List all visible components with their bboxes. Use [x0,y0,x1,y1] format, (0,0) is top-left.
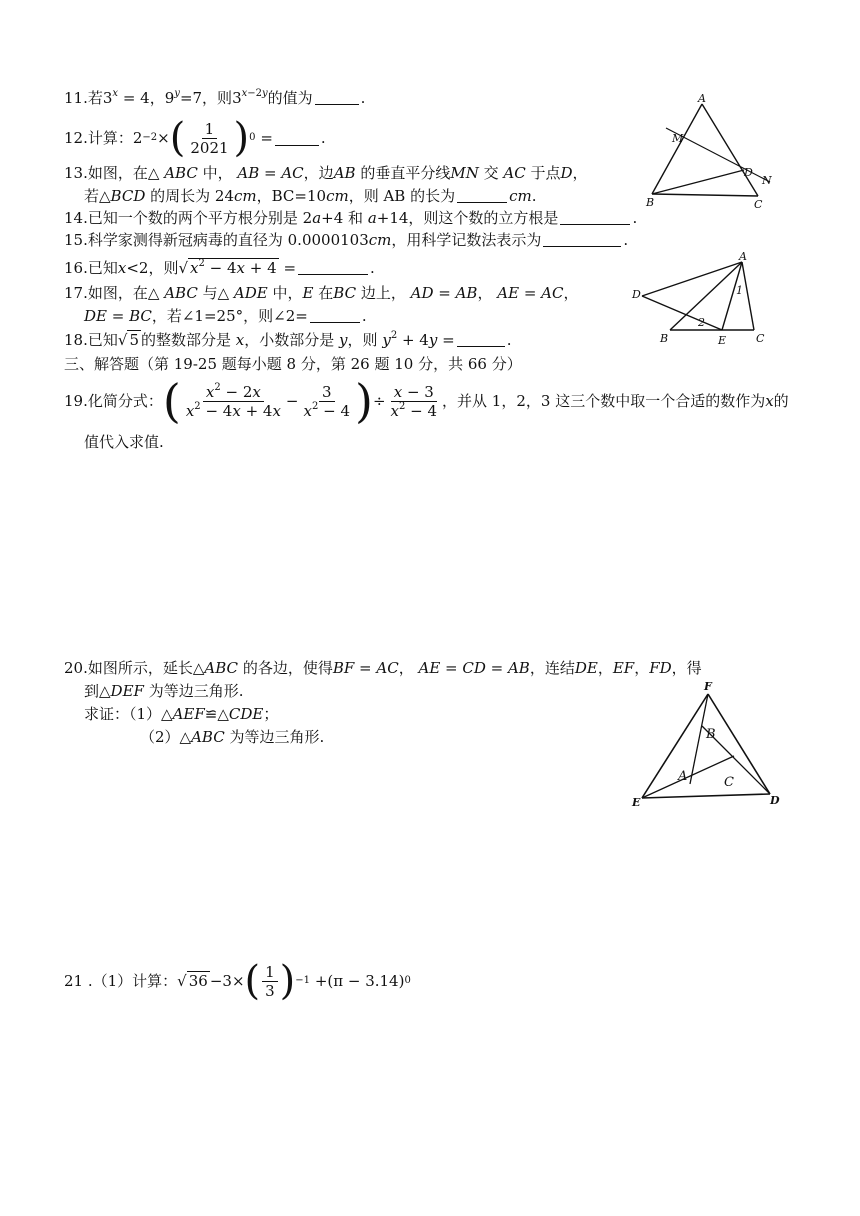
answer-blank[interactable] [457,331,505,347]
question-14: 14.已知一个数的两个平方根分别是 2a+4 和 a+14，则这个数的立方根是 . [64,209,638,227]
label-D: D [744,166,753,179]
label-M: M [672,132,684,145]
label-angle-2: 2 [698,316,705,329]
label-D: D [632,288,641,301]
question-15: 15.科学家测得新冠病毒的直径为 0.0000103cm，用科学记数法表示为 . [64,231,629,249]
label-B: B [706,727,716,742]
label-N: N [762,174,772,187]
label-F: F [704,680,712,693]
question-20-line-1: 20.如图所示，延长△ABC 的各边，使得BF = AC， AE = CD = AB，连结DE，EF，FD，得 [64,659,702,677]
label-A: A [698,92,706,105]
question-18: 18.已知√ 5 的整数部分是 x，小数部分是 y，则 $y^2 + 4y$ = . [64,330,512,349]
question-17-line-1: 17.如图，在△ ABC 与△ ADE 中，E 在BC 边上， AD = AB， AE = AC， [64,284,579,302]
section-heading: 三、解答题（第 19-25 题每小题 8 分，第 26 题 10 分，共 66 分） [64,355,522,373]
answer-blank[interactable] [560,209,630,225]
question-17-line-2: DE = BC，若∠1=25°，则∠2= . [84,307,367,325]
question-19-line-2: 值代入求值. [84,433,164,451]
figure-q13-triangle [640,90,790,210]
question-20-line-2: 到△DEF 为等边三角形. [84,682,244,700]
label-E: E [718,334,727,347]
answer-blank[interactable] [275,130,319,146]
question-12: 12. 计算： 2 −2 × ( $\frac{1}{2021}$ ) 0 = . [64,115,326,161]
question-11: 11.若$3^x = 4$，$9^y=7$，则$3^{x-2y}$的值为 . [64,88,366,107]
label-A: A [739,252,747,263]
label-angle-1: 1 [736,284,743,297]
label-D: D [770,794,780,807]
label-A: A [678,769,688,784]
question-13-line-1: 13.如图，在△ ABC 中， AB = AC，边AB 的垂直平分线MN 交 AC 于点D， [64,164,588,182]
label-B: B [646,196,655,209]
label-C: C [754,198,763,210]
label-C: C [724,775,734,790]
label-E: E [632,796,641,809]
question-21: 21 . （1）计算： √ 36 −3× ( $\frac{1}{3}$ ) −1 + (π − 3.14) 0 [64,958,411,1004]
answer-blank[interactable] [298,259,368,275]
question-16: 16.已知x<2，则√ $x^2 - 4x + 4$ = . [64,258,375,277]
question-19-line-1: 19. 化简分式： ( $\frac{x^2 - 2x}{x^2 - 4x + 4x}$ − $\frac{3}{x^2 - 4}$ ) ÷ $\frac{x - 3}{x^2 - 4}$ ，并从 1，2，3 这三个数中取一个合适的数作为 x 的 [64,374,789,428]
answer-blank[interactable] [310,307,360,323]
question-20-proof-2: （2）△ABC 为等边三角形. [140,728,325,746]
figure-q20-equilateral [630,680,790,810]
figure-q17-triangles [630,252,780,348]
label-C: C [756,332,765,345]
label-B: B [660,332,669,345]
answer-blank[interactable] [315,89,359,105]
answer-blank[interactable] [457,187,507,203]
question-20-proof-1: 求证：（1）△AEF≌△CDE； [84,705,279,723]
question-13-line-2: 若△BCD 的周长为 24cm，BC=10cm，则 AB 的长为 cm. [84,187,537,205]
answer-blank[interactable] [543,231,621,247]
